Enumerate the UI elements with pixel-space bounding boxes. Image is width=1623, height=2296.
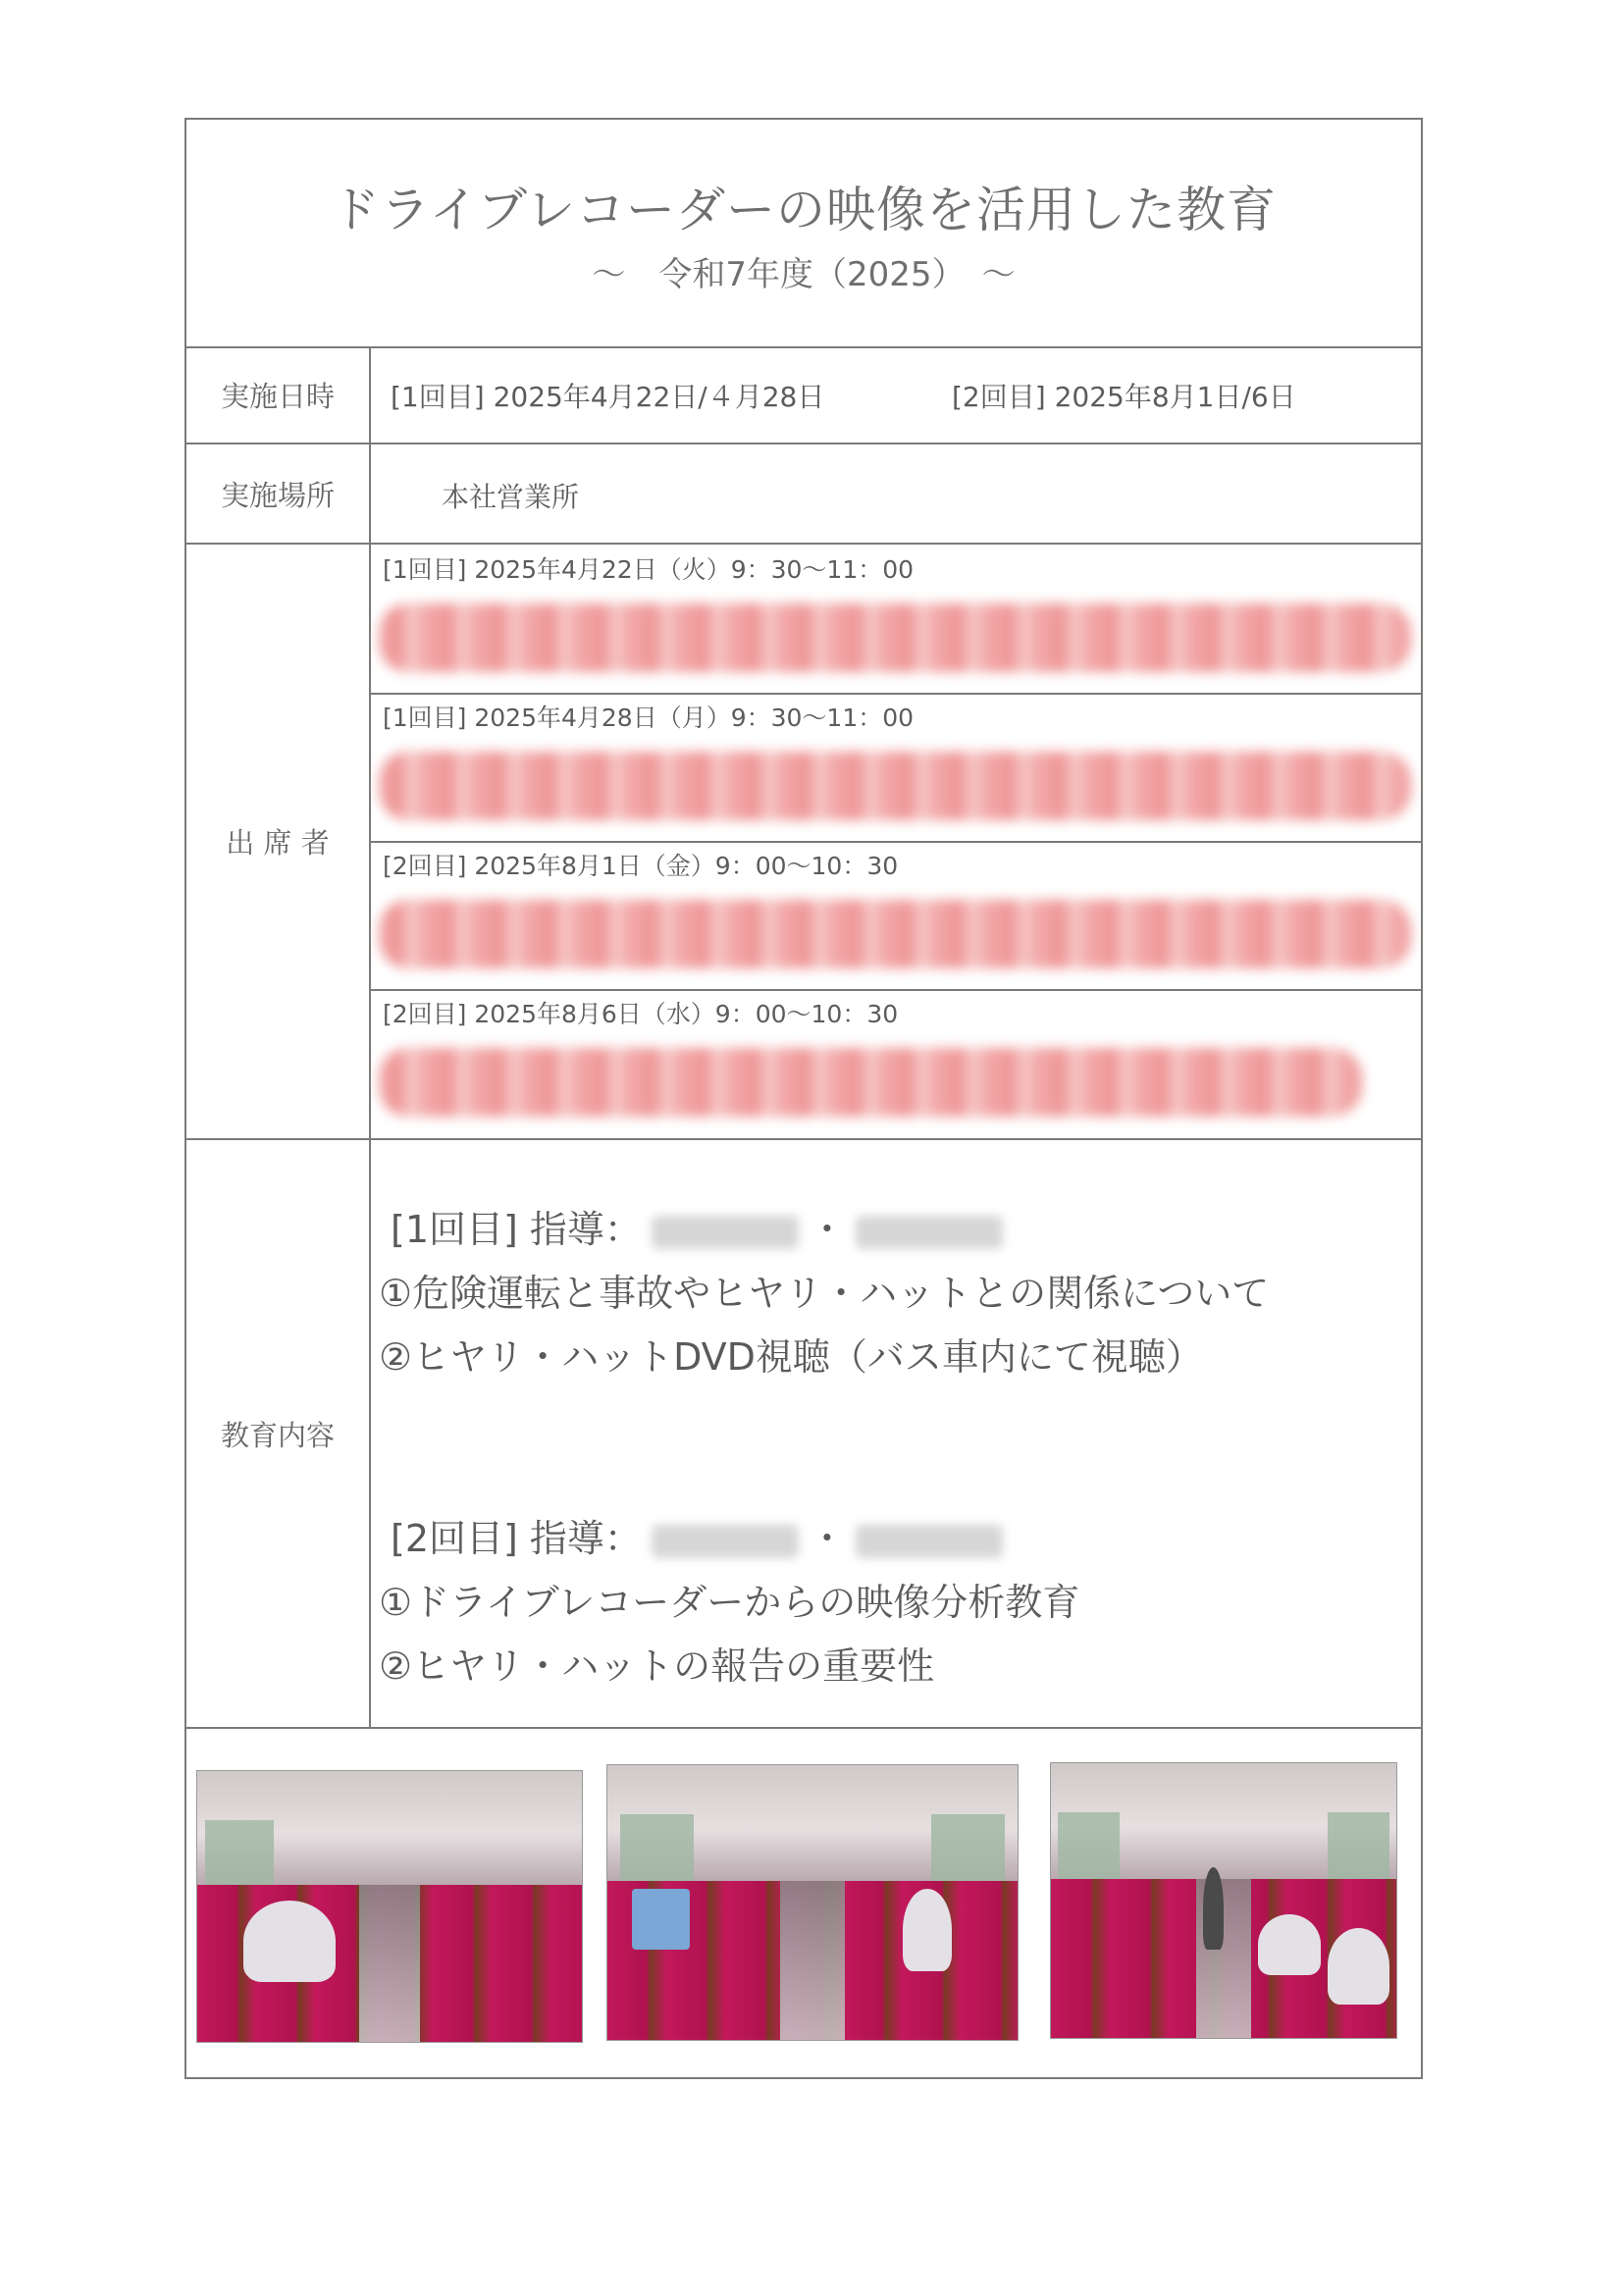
bus-interior-photo xyxy=(606,1764,1019,2041)
part2-item: ②ヒヤリ・ハットの報告の重要性 xyxy=(379,1644,935,1688)
attendee-session xyxy=(371,693,1421,843)
redacted-names xyxy=(379,1048,1362,1117)
attendee-session-heading: [2回目] 2025年8月1日（金）9：00～10：30 xyxy=(383,852,899,880)
title-section xyxy=(186,120,1421,348)
attendees-row xyxy=(186,545,1421,1140)
redacted-instructor xyxy=(652,1525,799,1558)
redacted-names xyxy=(379,752,1411,820)
part2-instructor-line xyxy=(391,1508,1013,1562)
session2-dates: [2回目] 2025年8月1日/6日 xyxy=(952,381,1296,413)
attendees-label: 出 席 者 xyxy=(186,545,371,1138)
part1-item: ②ヒヤリ・ハットDVD視聴（バス車内にて視聴） xyxy=(379,1335,1203,1379)
part1-instructor-prefix: [1回目] 指導： xyxy=(391,1208,642,1251)
attendee-session-heading: [2回目] 2025年8月6日（水）9：00～10：30 xyxy=(383,1000,899,1028)
attendee-session-heading: [1回目] 2025年4月22日（火）9：30～11：00 xyxy=(383,555,915,584)
part1-item: ①危険運転と事故やヒヤリ・ハットとの関係について xyxy=(379,1272,1270,1315)
content-row xyxy=(186,1140,1421,1729)
content-label: 教育内容 xyxy=(186,1140,371,1727)
attendee-session-heading: [1回目] 2025年4月28日（月）9：30～11：00 xyxy=(383,704,915,732)
instructor-separator: ・ xyxy=(808,1517,846,1560)
attendee-session xyxy=(371,989,1421,1138)
part1-instructor-line xyxy=(391,1199,1013,1253)
photos-section xyxy=(186,1729,1421,2079)
part2-item: ①ドライブレコーダーからの映像分析教育 xyxy=(379,1581,1080,1624)
part2-instructor-prefix: [2回目] 指導： xyxy=(391,1517,642,1560)
redacted-instructor xyxy=(856,1525,1003,1558)
redacted-instructor xyxy=(856,1216,1003,1249)
dates-label: 実施日時 xyxy=(186,346,371,443)
instructor-separator: ・ xyxy=(808,1208,846,1251)
location-value: 本社営業所 xyxy=(442,481,580,513)
location-row xyxy=(186,444,1421,545)
session1-dates: [1回目] 2025年4月22日/４月28日 xyxy=(391,381,825,413)
attendee-session xyxy=(371,545,1421,695)
bus-interior-photo xyxy=(196,1770,583,2043)
document-title: ドライブレコーダーの映像を活用した教育 xyxy=(331,182,1277,238)
attendee-session xyxy=(371,841,1421,991)
bus-interior-photo xyxy=(1050,1762,1397,2039)
dates-row xyxy=(186,346,1421,444)
redacted-instructor xyxy=(652,1216,799,1249)
redacted-names xyxy=(379,603,1411,672)
redacted-names xyxy=(379,900,1411,968)
education-record-sheet xyxy=(184,118,1423,2079)
location-label: 実施場所 xyxy=(186,444,371,543)
fiscal-year-subtitle: ～ 令和7年度（2025） ～ xyxy=(592,255,1016,294)
